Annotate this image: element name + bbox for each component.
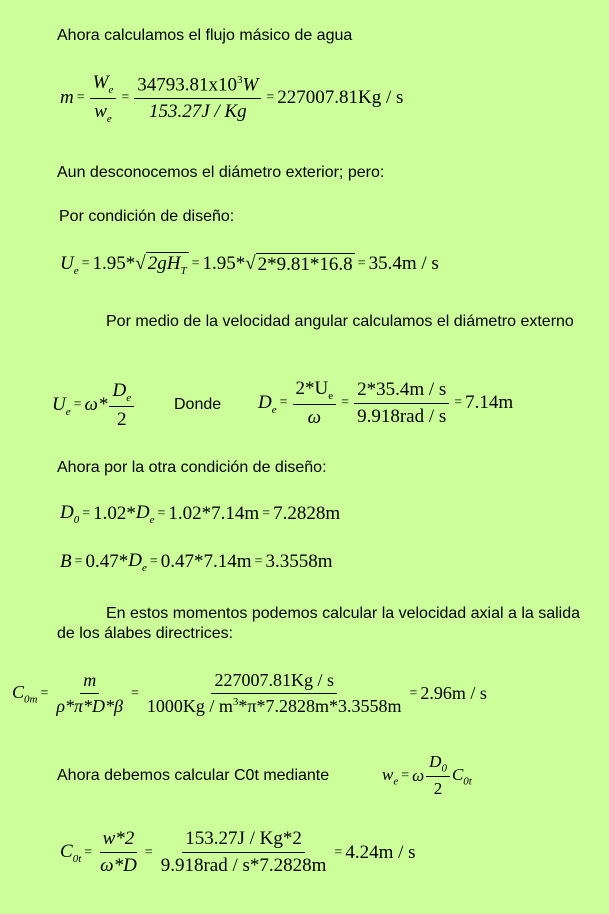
equation-c0t: $C_{0t}$ = $\frac{w*2}{\omega*D}$ = $\frac{153.27J / Kg*2}{\text{9.918rad / s*7.2828m}}$ = 4.24m / s [60, 828, 416, 876]
text-velocidad-axial: En estos momentos podemos calcular la velocidad axial a la salida de los álabes directrices: [57, 605, 581, 642]
equation-we: $w_e$ = ω $\frac{D_0}{2}$ $C_{0t}$ [382, 752, 472, 799]
text-donde: Donde [174, 396, 222, 413]
equation-velocidad-periferica: $U_e$ = 1.95* √ $2gH_T$ = 1.95* √ 2*9.81*16.8 = 35.4m / s [60, 252, 439, 277]
text-velocidad-angular: Por medio de la velocidad angular calculamos el diámetro externo [106, 313, 574, 330]
equation-velocidad-axial: $C_{0m}$ = $\frac{m}{\rho*\pi*D*\beta}$ = $\frac{227007.81Kg / s}{1000Kg / m^3*\pi*7.2828m*3.3558m}$ = 2.96m / s [12, 670, 487, 716]
eq9-result: 4.24m / s [345, 841, 416, 863]
text-condicion-diseno: Por condición de diseño: [59, 208, 235, 225]
eq1-lhs: m [60, 87, 74, 109]
equation-ue-omega: $U_e$ = ω* $\frac{D_e}{2}$ [52, 380, 136, 431]
text-calcular-c0t: Ahora debemos calcular C0t mediante [57, 767, 330, 784]
equation-diametro-externo: $D_e$ = $\frac{2*U_e}{\omega}$ = $\frac{2*35.4m / s}{\text{9.918rad / s}}$ = 7.14m [258, 378, 514, 428]
text-otra-condicion: Ahora por la otra condición de diseño: [57, 459, 327, 476]
eq2-result: 35.4m / s [368, 253, 439, 275]
eq6-result: 3.3558m [265, 550, 333, 572]
text-diametro-exterior: Aun desconocemos el diámetro exterior; pero: [57, 164, 385, 181]
eq7-result: 2.96m / s [420, 683, 487, 703]
eq4-result: 7.14m [465, 392, 514, 414]
equation-b: B = 0.47* $D_e$ = 0.47*7.14m = 3.3558m [60, 550, 333, 574]
equation-d0: $D_0$ = 1.02* $D_e$ = 1.02*7.14m = 7.2828m [60, 502, 341, 526]
equation-flujo-masico: m = $\frac{W_e}{w_e}$ = $\frac{34793.81x10^3W}{153.27J / Kg}$ = 227007.81Kg / s [60, 72, 404, 125]
eq5-result: 7.2828m [273, 502, 341, 524]
eq1-result: 227007.81Kg / s [277, 87, 404, 109]
text-flujo-masico: Ahora calculamos el flujo másico de agua [57, 27, 353, 44]
